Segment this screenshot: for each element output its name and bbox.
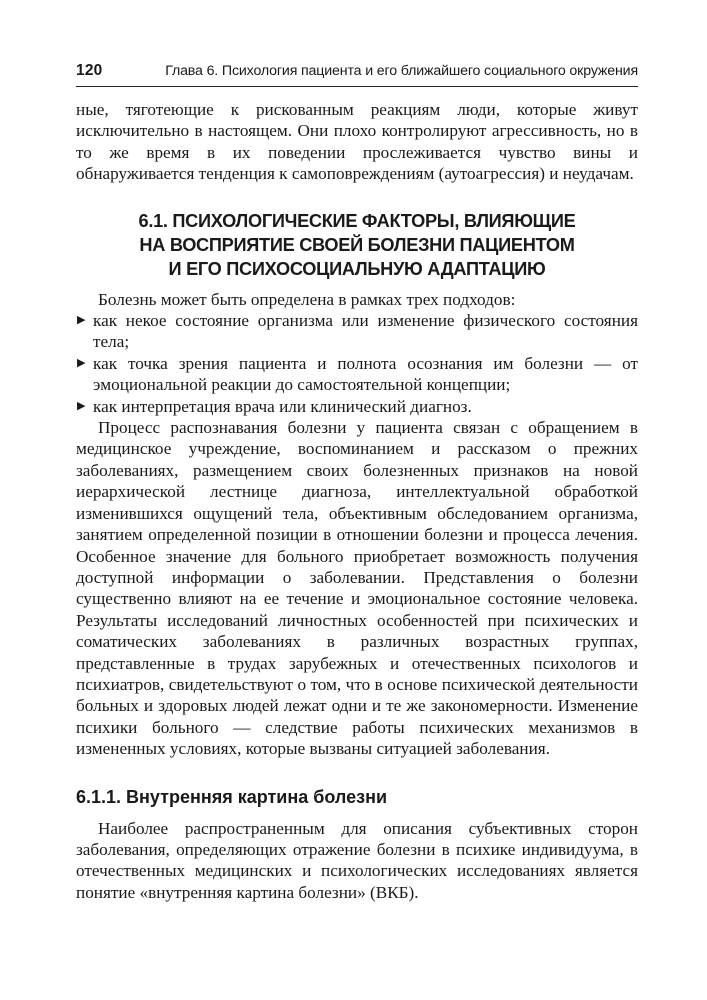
book-page	[76, 62, 638, 903]
list-item	[76, 353, 638, 396]
subsection-paragraph: Наиболее распространенным для описания субъективных сторон заболевания, определяющих отражение болезни в психике индивидуума, в отечественных медицинских и психологических исследованиях является понятие «внутренняя картина болезни» (ВКБ).	[76, 818, 638, 902]
page-number: 120	[76, 62, 103, 79]
opening-paragraph: ные, тяготеющие к рискованным реакциям люди, которые живут исключительно в настоящем. Они плохо контролируют агрессивность, но в то же время в их поведении прослеживается чувство вины и обнаруживается тенденция к самоповреждениям (аутоагрессия) и неудачам.	[76, 100, 638, 184]
approaches-list	[76, 310, 638, 417]
list-item-text: как точка зрения пациента и полнота осознания им болезни — от эмоциональной реакции до самостоятельной концепции;	[93, 353, 638, 395]
triangle-bullet-icon: ▶	[77, 314, 86, 327]
triangle-bullet-icon: ▶	[77, 356, 86, 369]
section-title	[76, 209, 638, 281]
list-item	[76, 310, 638, 353]
section-title-line: И ЕГО ПСИХОСОЦИАЛЬНУЮ АДАПТАЦИЮ	[168, 258, 546, 279]
list-item-text: как некое состояние организма или изменение физического состояния тела;	[93, 311, 638, 352]
triangle-bullet-icon: ▶	[77, 399, 86, 412]
subsection-title: 6.1.1. Внутренняя картина болезни	[76, 786, 388, 807]
chapter-running-title: Глава 6. Психология пациента и его ближайшего социального окружения	[165, 63, 638, 79]
section-title-line: НА ВОСПРИЯТИЕ СВОЕЙ БОЛЕЗНИ ПАЦИЕНТОМ	[139, 234, 575, 255]
running-header	[76, 62, 638, 87]
section-paragraph: Процесс распознавания болезни у пациента связан с обращением в медицинское учреждение, воспоминанием и рассказом о прежних заболеваниях, размещением своих болезненных признаков на новой иерархической лестнице диагноза, интеллектуальной обработкой изменившихся ощущений тела, объективным обследованием организма, занятием определенной позиции в отношении болезни и процесса лечения. Особенное значение для больного приобретает возможность получения доступной информации о заболевании. Представления о болезни существенно влияют на ее течение и эмоциональное состояние человека. Результаты исследований личностных особенностей при психических и соматических заболеваниях в различных возрастных группах, представленные в трудах зарубежных и отечественных психологов и психиатров, свидетельствуют о том, что в основе психической деятельности больных и здоровых людей лежат одни и те же закономерности. Изменение психики больного — следствие работы психических механизмов в измененных условиях, которые вызваны ситуацией заболевания.	[76, 418, 638, 759]
list-item	[76, 396, 638, 417]
section-title-line: 6.1. ПСИХОЛОГИЧЕСКИЕ ФАКТОРЫ, ВЛИЯЮЩИЕ	[138, 210, 576, 231]
section-intro: Болезнь может быть определена в рамках трех подходов:	[98, 289, 516, 309]
list-item-text: как интерпретация врача или клинический диагноз.	[93, 396, 472, 416]
